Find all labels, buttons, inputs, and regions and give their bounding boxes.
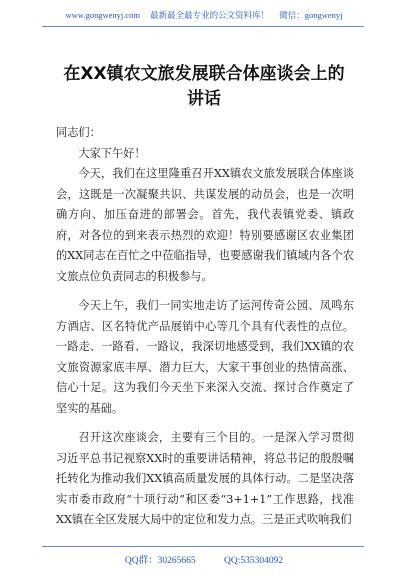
document-title: 在XX镇农文旅发展联合体座谈会上的讲话 bbox=[63, 64, 345, 109]
paragraph-2: 今天上午，我们一同实地走访了运河传奇公园、凤鸣东方酒店、区名特优产品展销中心等几个具有代表性的点位。一路走、一路看、一路议，我深切地感受到，我们XX镇的农文旅资源家底丰厚、潜力巨大，大家干事创业的热情高涨、信心十足。这为我们今天坐下来深入交流、探讨合作奠定了坚实的基础。 bbox=[56, 299, 354, 415]
site-slogan: 最新最全最专业的公文资料库！ bbox=[150, 10, 270, 20]
document-body bbox=[56, 123, 354, 531]
wechat-id: 微信：gongwenyj bbox=[279, 10, 343, 20]
paragraph-1: 今天，我们在这里隆重召开XX镇农文旅发展联合体座谈会，这既是一次凝聚共识、共谋发展的动员会，也是一次明确方向、加压奋进的部署会。首先，我代表镇党委、镇政府，对各位的到来表示热烈的欢迎！特别要感谢区农业集团的XX同志在百忙之中莅临指导，也要感谢我们镇域内各个农文旅点位负责同志的积极参与。 bbox=[56, 167, 354, 283]
footer-divider bbox=[42, 546, 364, 547]
site-url[interactable]: www.gongwenyj.com bbox=[65, 10, 140, 20]
page-footer bbox=[0, 552, 408, 566]
paragraph-3: 召开这次座谈会，主要有三个目的。一是深入学习贯彻习近平总书记视察XX时的重要讲话精神，将总书记的殷殷嘱托转化为推动我们XX镇高质量发展的具体行动。二是坚决落实市委市政府“十项行动”和区委“3+1+1”工作思路，找准XX镇在全区发展大局中的定位和发力点。三是正式吹响我们 bbox=[56, 431, 354, 526]
greeting: 大家下午好！ bbox=[78, 146, 146, 160]
salutation: 同志们： bbox=[56, 126, 101, 139]
header-divider bbox=[42, 26, 364, 27]
page-header bbox=[0, 9, 408, 21]
qq-group: QQ群：30265665 bbox=[124, 556, 196, 566]
qq-contact: QQ:535304092 bbox=[223, 556, 284, 566]
